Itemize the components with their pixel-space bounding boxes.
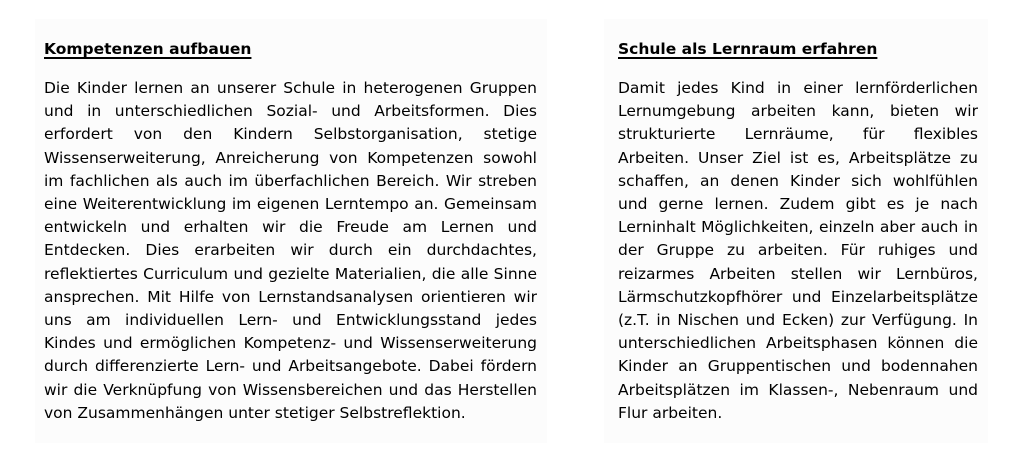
- learning-space-paragraph: Damit jedes Kind in einer lernförderlichen Lernumgebung arbeiten kann, bieten wir strukturierte Lernräume, für flexibles Arbeiten. Unser Ziel ist es, Arbeitsplätze zu schaffen, an denen Kinder sich wohlfühlen und gerne lernen. Zudem gibt es je nach Lerninhalt Möglichkeiten, einzeln aber auch in der Gruppe zu arbeiten. Für ruhiges und reizarmes Arbeiten stellen wir Lernbüros, Lärmschutzkopfhörer und Einzelarbeitsplätze (z.T. in Nischen und Ecken) zur Verfügung. In unterschiedlichen Arbeitsphasen können die Kinder an Gruppentischen und bodennahen Arbeitsplätzen im Klassen-, Nebenraum und Flur arbeiten.: [618, 79, 978, 422]
- competence-paragraph: Die Kinder lernen an unserer Schule in heterogenen Gruppen und in unterschiedlichen Sozial- und Arbeitsformen. Dies erfordert von den Kindern Selbstorganisation, stetige Wissenserweiterung, Anreicherung von Kompetenzen sowohl im fachlichen als auch im überfachlichen Bereich. Wir streben eine Weiterentwicklung im eigenen Lerntempo an. Gemeinsam entwickeln und erhalten wir die Freude am Lernen und Entdecken. Dies erarbeiten wir durch ein durchdachtes, reflektiertes Curriculum und gezielte Materialien, die alle Sinne ansprechen. Mit Hilfe von Lernstandsanalysen orientieren wir uns am individuellen Lern- und Entwicklungsstand jedes Kindes und ermöglichen Kompetenz- und Wissenserweiterung durch differenzierte Lern- und Arbeitsangebote. Dabei fördern wir die Verknüpfung von Wissensbereichen und das Herstellen von Zusammenhängen unter stetiger Selbstreflektion.: [44, 79, 537, 422]
- learning-space-heading: Schule als Lernraum erfahren: [618, 40, 878, 58]
- learning-space-section: [604, 19, 988, 443]
- competence-heading: Kompetenzen aufbauen: [44, 40, 252, 58]
- competence-section: [35, 19, 547, 443]
